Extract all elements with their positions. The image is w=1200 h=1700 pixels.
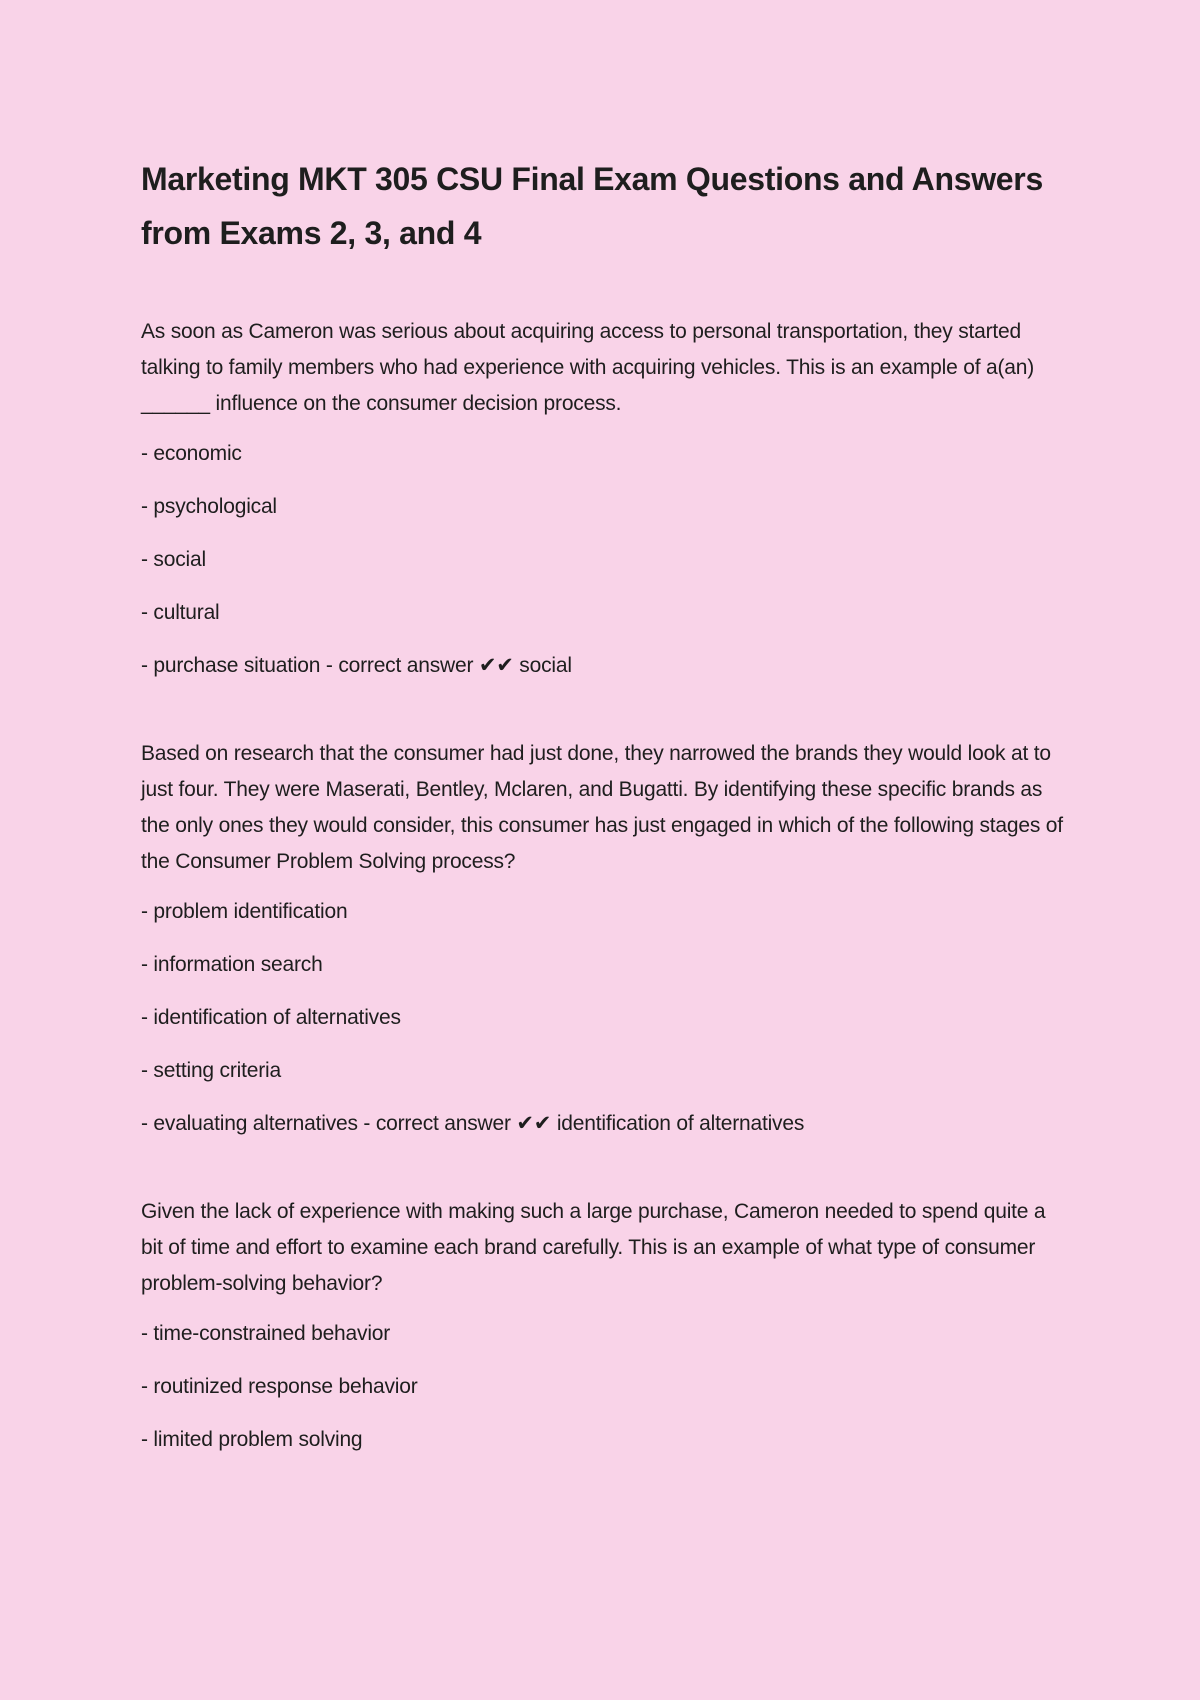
answer-options — [141, 436, 1080, 684]
question-text: Based on research that the consumer had just done, they narrowed the brands they would look at to just four. They were Maserati, Bentley, Mclaren, and Bugatti. By identifying these specific brands as the only ones they would consider, this consumer has just engaged in which of the following stages of the Consumer Problem Solving process? — [141, 742, 1063, 873]
answer-option: - setting criteria — [141, 1059, 281, 1082]
answer-options — [141, 1316, 1080, 1458]
question-text: Given the lack of experience with making such a large purchase, Cameron needed to spend quite a bit of time and effort to examine each brand carefully. This is an example of what type of consumer problem-solving behavior? — [141, 1200, 1046, 1295]
answer-option-with-correct-answer: - purchase situation - correct answer ✔✔ social — [141, 654, 572, 677]
answer-option: - time-constrained behavior — [141, 1322, 391, 1345]
question-list — [141, 314, 1080, 1458]
answer-option: - limited problem solving — [141, 1428, 363, 1451]
answer-option: - psychological — [141, 495, 277, 518]
answer-option: - identification of alternatives — [141, 1006, 401, 1029]
answer-option: - problem identification — [141, 900, 348, 923]
question-block — [141, 314, 1080, 684]
answer-option: - routinized response behavior — [141, 1375, 418, 1398]
question-block — [141, 1194, 1080, 1458]
answer-option: - information search — [141, 953, 323, 976]
answer-option: - social — [141, 548, 206, 571]
answer-option: - cultural — [141, 601, 220, 624]
question-block — [141, 736, 1080, 1142]
answer-option: - economic — [141, 442, 242, 465]
document-title: Marketing MKT 305 CSU Final Exam Questions and Answers from Exams 2, 3, and 4 — [141, 161, 1043, 251]
answer-option-with-correct-answer: - evaluating alternatives - correct answer ✔✔ identification of alternatives — [141, 1112, 805, 1135]
answer-options — [141, 894, 1080, 1142]
question-text: As soon as Cameron was serious about acquiring access to personal transportation, they started talking to family members who had experience with acquiring vehicles. This is an example of a(an) ______ influence on the consumer decision process. — [141, 320, 1034, 415]
